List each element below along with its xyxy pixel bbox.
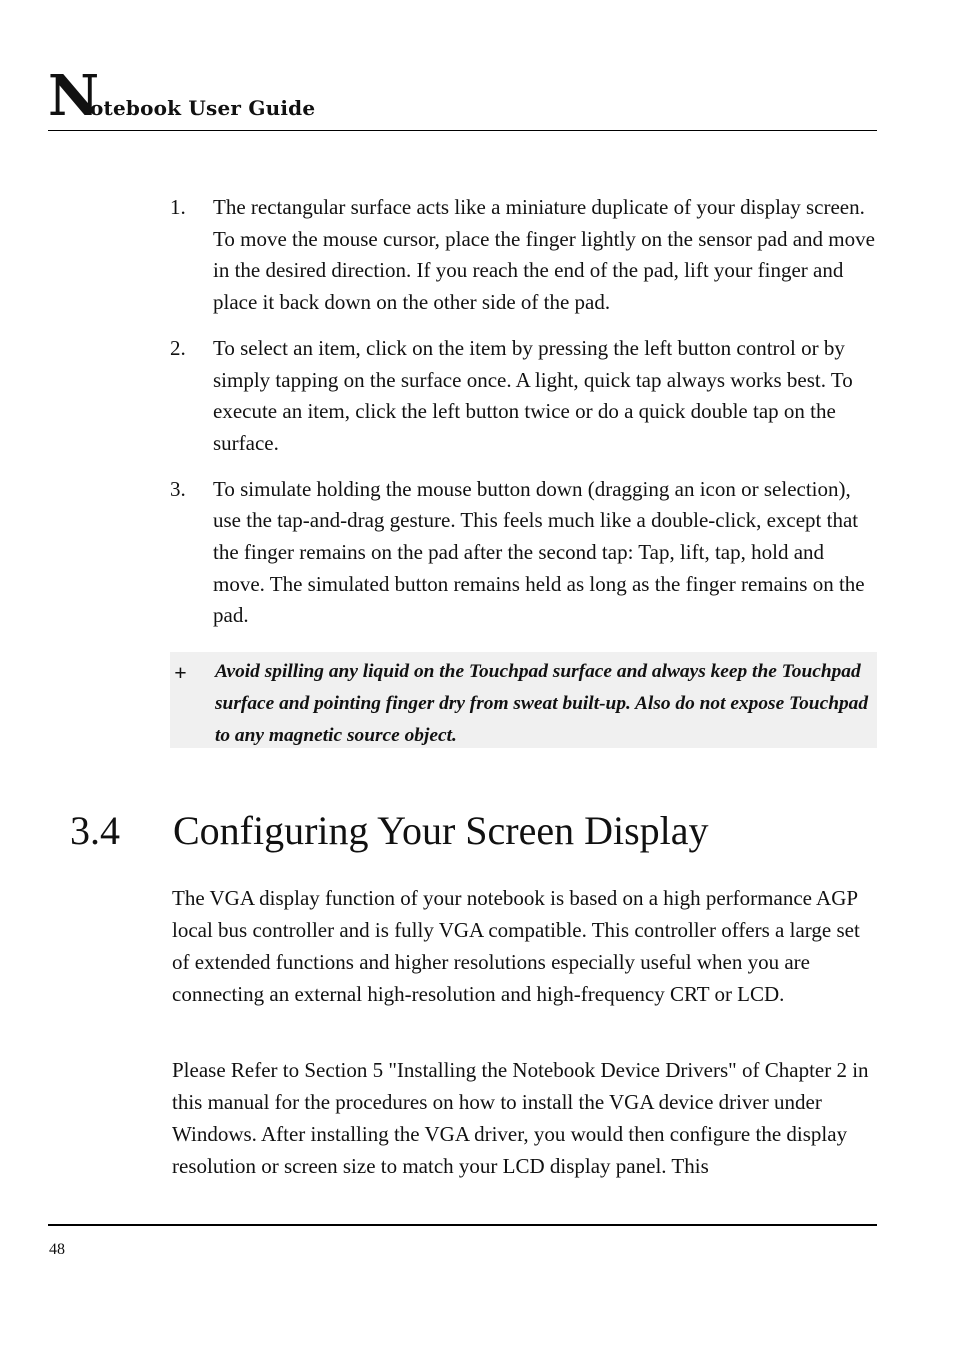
section-title: Configuring Your Screen Display: [173, 808, 709, 853]
list-item-number: 3.: [170, 476, 186, 501]
list-item-text: To select an item, click on the item by pressing the left button control or by simply tapping on the surface once. A light, quick tap always works best. To execute an item, click the left button twice or do a quick double tap on the surface.: [213, 335, 853, 455]
list-item-text: The rectangular surface acts like a miniature duplicate of your display screen. To move the mouse cursor, place the finger lightly on the sensor pad and move in the desired direction. If you reach the end of the pad, lift your finger and place it back down on the other side of the pad.: [213, 195, 875, 315]
page-number: 48: [49, 1241, 65, 1258]
caution-note: [170, 652, 877, 748]
footer-rule: [48, 1224, 877, 1226]
list-item-number: 1.: [170, 195, 186, 219]
plus-icon: +: [174, 660, 187, 685]
header-initial: N: [48, 63, 100, 129]
list-item-text: To simulate holding the mouse button down (dragging an icon or selection), use the tap-and-drag gesture. This feels much like a double-click, except that the finger remains on the pad after the second tap: Tap, lift, tap, hold and move. The simulated button remains held as long as the finger remains on the pad.: [213, 476, 865, 628]
header-title: otebook User Guide: [90, 96, 316, 120]
running-header: [48, 63, 877, 131]
body-paragraph: Please Refer to Section 5 "Installing the Notebook Device Drivers" of Chapter 2 in this manual for the procedures on how to install the VGA device driver under Windows. After installing the VGA driver, you would then configure the display resolution or screen size to match your LCD display panel. This: [172, 1058, 869, 1178]
list-item: [170, 474, 877, 633]
caution-note-text: Avoid spilling any liquid on the Touchpad surface and always keep the Touchpad surface and pointing finger dry from sweat built-up. Also do not expose Touchpad to any magnetic source object.: [215, 661, 869, 746]
list-item-number: 2.: [170, 335, 186, 360]
list-item: [170, 192, 877, 319]
list-item: [170, 333, 877, 460]
section-number: 3.4: [70, 808, 120, 853]
touchpad-steps-list: [170, 192, 877, 646]
body-paragraph: The VGA display function of your notebook is based on a high performance AGP local bus controller and is fully VGA compatible. This controller offers a large set of extended functions and higher resolutions especially useful when you are connecting an external high-resolution and high-frequency CRT or LCD.: [172, 886, 860, 1006]
